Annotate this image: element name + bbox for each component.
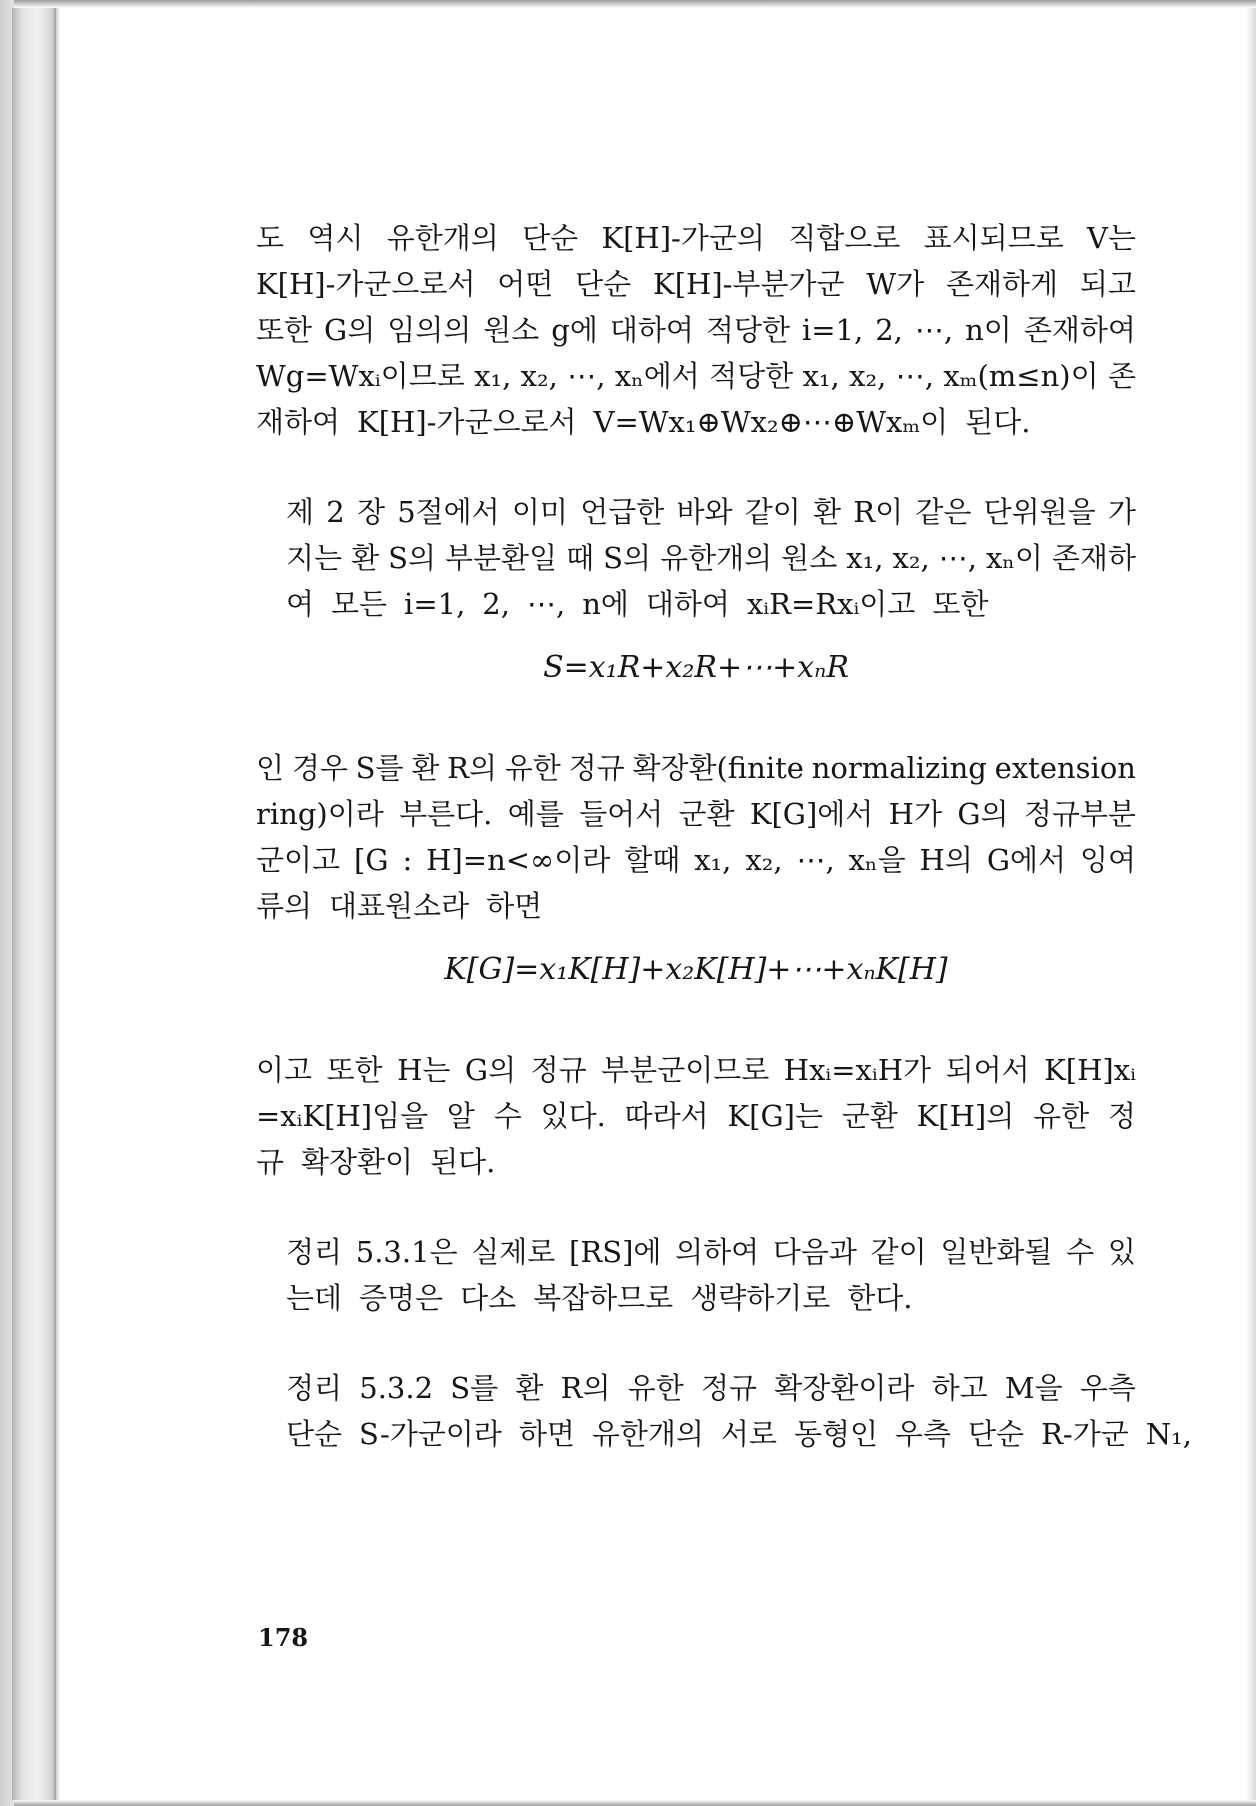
text-line: 여 모든 i=1, 2, ⋯, n에 대하여 xᵢR=Rxᵢ이고 또한 bbox=[286, 587, 989, 621]
page-body bbox=[256, 215, 1192, 1501]
text-line: 제 2 장 5절에서 이미 언급한 바와 같이 환 R이 같은 단위원을 가 bbox=[286, 495, 1136, 529]
paragraph bbox=[256, 745, 1136, 929]
text-line: K[H]-가군으로서 어떤 단순 K[H]-부분가군 W가 존재하게 되고 bbox=[256, 267, 1136, 301]
page-edge-top bbox=[14, 0, 1256, 8]
text-line: 단순 S-가군이라 하면 유한개의 서로 동형인 우측 단순 R-가군 N₁, bbox=[286, 1417, 1192, 1451]
text-line: =xᵢK[H]임을 알 수 있다. 따라서 K[G]는 군환 K[H]의 유한 정 bbox=[256, 1099, 1136, 1133]
page-edge-bottom bbox=[14, 1800, 1256, 1806]
paragraph bbox=[256, 215, 1136, 445]
text-line: ring)이라 부른다. 예를 들어서 군환 K[G]에서 H가 G의 정규부분 bbox=[256, 797, 1136, 831]
book-spine bbox=[12, 8, 56, 1800]
paragraph bbox=[256, 1047, 1136, 1185]
text-line: 군이고 [G : H]=n<∞이라 할때 x₁, x₂, ⋯, xₙ을 H의 G에서 잉여 bbox=[256, 843, 1136, 877]
text-line: 류의 대표원소라 하면 bbox=[256, 889, 543, 923]
equation: K[G]=x₁K[H]+x₂K[H]+⋯+xₙK[H] bbox=[444, 952, 948, 987]
text-line: 지는 환 S의 부분환일 때 S의 유한개의 원소 x₁, x₂, ⋯, xₙ이 존재하 bbox=[286, 541, 1136, 575]
equation: S=x₁R+x₂R+⋯+xₙR bbox=[543, 650, 849, 685]
paragraph bbox=[256, 1229, 1136, 1321]
paragraph bbox=[256, 1365, 1192, 1457]
text-line: 는데 증명은 다소 복잡하므로 생략하기로 한다. bbox=[286, 1281, 913, 1315]
text-line: Wg=Wxᵢ이므로 x₁, x₂, ⋯, xₙ에서 적당한 x₁, x₂, ⋯, xₘ(m≤n)이 존 bbox=[256, 359, 1136, 393]
paragraph bbox=[256, 489, 1136, 627]
text-line: 인 경우 S를 환 R의 유한 정규 확장환(finite normalizing extension bbox=[256, 751, 1136, 785]
page-number: 178 bbox=[258, 1623, 309, 1652]
text-line: 규 확장환이 된다. bbox=[256, 1145, 496, 1179]
text-line: 이고 또한 H는 G의 정규 부분군이므로 Hxᵢ=xᵢH가 되어서 K[H]xᵢ bbox=[256, 1053, 1136, 1087]
text-line: 정리 5.3.2 S를 환 R의 유한 정규 확장환이라 하고 M을 우측 bbox=[286, 1371, 1136, 1405]
text-line: 또한 G의 임의의 원소 g에 대하여 적당한 i=1, 2, ⋯, n이 존재하여 bbox=[256, 313, 1136, 347]
text-line: 재하여 K[H]-가군으로서 V=Wx₁⊕Wx₂⊕⋯⊕Wxₘ이 된다. bbox=[256, 405, 1031, 439]
text-line: 정리 5.3.1은 실제로 [RS]에 의하여 다음과 같이 일반화될 수 있 bbox=[286, 1235, 1136, 1269]
text-line: 도 역시 유한개의 단순 K[H]-가군의 직합으로 표시되므로 V는 bbox=[256, 221, 1136, 255]
